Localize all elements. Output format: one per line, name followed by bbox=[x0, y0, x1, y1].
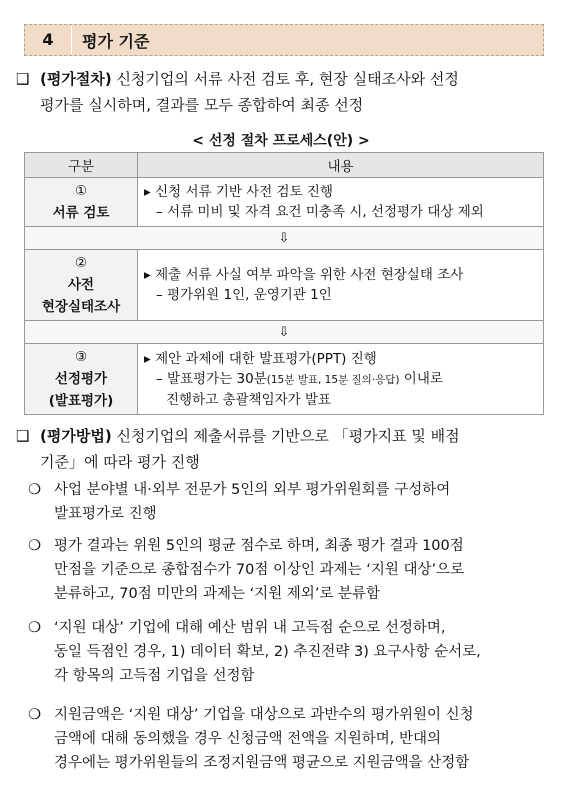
point-line: 발표평가로 진행 bbox=[54, 506, 157, 522]
down-arrow-icon: ⇩ bbox=[25, 321, 544, 344]
header-content: 내용 bbox=[138, 153, 544, 178]
stage-number: ① bbox=[74, 183, 88, 199]
stage-content bbox=[138, 344, 544, 415]
method-paragraph bbox=[16, 423, 546, 475]
procedure-line-2: 평가를 실시하며, 결과를 모두 종합하여 최종 선정 bbox=[40, 96, 364, 114]
point-line: 경우에는 평가위원들의 조정지원금액 평균으로 지원금액을 산정함 bbox=[54, 755, 470, 771]
stage-number: ② bbox=[74, 255, 88, 271]
content-line: – 평가위원 1인, 운영기관 1인 bbox=[156, 287, 332, 303]
arrow-row bbox=[25, 321, 544, 344]
table-row bbox=[25, 178, 544, 227]
square-bullet-icon: ❑ bbox=[16, 70, 30, 88]
circle-bullet-icon: ❍ bbox=[28, 707, 41, 723]
circle-bullet-icon: ❍ bbox=[28, 482, 41, 498]
header-category: 구분 bbox=[25, 153, 138, 178]
point-line: 동일 득점인 경우, 1) 데이터 확보, 2) 추진전략 3) 요구사항 순서로, bbox=[54, 644, 481, 660]
arrow-row bbox=[25, 227, 544, 250]
down-arrow-icon: ⇩ bbox=[25, 227, 544, 250]
stage-cell bbox=[25, 178, 138, 227]
stage-number: ③ bbox=[74, 349, 88, 365]
content-text: – 발표평가는 30분 bbox=[156, 370, 267, 387]
content-line bbox=[144, 369, 537, 390]
stage-name: 서류 검토 bbox=[52, 205, 110, 221]
point-line: 각 항목의 고득점 기업을 선정함 bbox=[54, 668, 255, 684]
section-title: 평가 기준 bbox=[82, 31, 150, 51]
point-line: 지원금액은 ‘지원 대상’ 기업을 대상으로 과반수의 평가위원이 신청 bbox=[54, 707, 474, 723]
point-line: 평가 결과는 위원 5인의 평균 점수로 하며, 최종 평가 결과 100점 bbox=[54, 538, 464, 554]
square-bullet-icon: ❑ bbox=[16, 427, 30, 445]
point-line: 만점을 기준으로 종합점수가 70점 이상인 과제는 ‘지원 대상’으로 bbox=[54, 562, 465, 578]
list-item bbox=[28, 478, 548, 526]
circle-bullet-icon: ❍ bbox=[28, 538, 41, 554]
procedure-line-1: 신청기업의 서류 사전 검토 후, 현장 실태조사와 선정 bbox=[111, 70, 459, 88]
content-small-text: (15분 발표, 15분 질의·응답) bbox=[266, 373, 400, 386]
method-line-2: 기준」에 따라 평가 진행 bbox=[40, 453, 200, 471]
procedure-paragraph bbox=[16, 66, 546, 118]
stage-name-2: 현장실태조사 bbox=[41, 299, 121, 315]
point-line: 사업 분야별 내·외부 전문가 5인의 외부 평가위원회를 구성하여 bbox=[54, 482, 451, 498]
list-item bbox=[28, 534, 548, 606]
list-item bbox=[28, 703, 548, 775]
stage-cell bbox=[25, 344, 138, 415]
circle-bullet-icon: ❍ bbox=[28, 620, 41, 636]
table-row bbox=[25, 250, 544, 321]
content-line: – 서류 미비 및 자격 요건 미충족 시, 선정평가 대상 제외 bbox=[156, 204, 484, 220]
content-line: 진행하고 총괄책임자가 발표 bbox=[166, 391, 332, 408]
content-line: ▸ 신청 서류 기반 사전 검토 진행 bbox=[144, 184, 334, 200]
stage-name: 선정평가 bbox=[54, 371, 108, 387]
section-header bbox=[24, 24, 544, 56]
table-row bbox=[25, 344, 544, 415]
method-heading: (평가방법) bbox=[40, 427, 112, 445]
stage-cell bbox=[25, 250, 138, 321]
section-number: 4 bbox=[25, 25, 72, 55]
table-caption: < 선정 절차 프로세스(안) > bbox=[192, 133, 370, 149]
stage-content bbox=[138, 178, 544, 227]
content-line: ▸ 제출 서류 사실 여부 파악을 위한 사전 현장실태 조사 bbox=[144, 267, 464, 283]
procedure-heading: (평가절차) bbox=[40, 70, 112, 88]
point-line: ‘지원 대상’ 기업에 대해 예산 범위 내 고득점 순으로 선정하며, bbox=[54, 620, 446, 636]
table-header-row bbox=[25, 153, 544, 178]
process-table bbox=[24, 152, 544, 415]
stage-name-2: (발표평가) bbox=[48, 393, 114, 409]
content-text: 이내로 bbox=[399, 370, 443, 387]
content-line: ▸ 제안 과제에 대한 발표평가(PPT) 진행 bbox=[144, 350, 377, 367]
method-line-1: 신청기업의 제출서류를 기반으로 「평가지표 및 배점 bbox=[111, 427, 460, 445]
point-line: 금액에 대해 동의했을 경우 신청금액 전액을 지원하며, 반대의 bbox=[54, 731, 442, 747]
point-line: 분류하고, 70점 미만의 과제는 ‘지원 제외’로 분류함 bbox=[54, 586, 381, 602]
list-item bbox=[28, 616, 548, 688]
stage-content bbox=[138, 250, 544, 321]
stage-name: 사전 bbox=[67, 277, 95, 293]
